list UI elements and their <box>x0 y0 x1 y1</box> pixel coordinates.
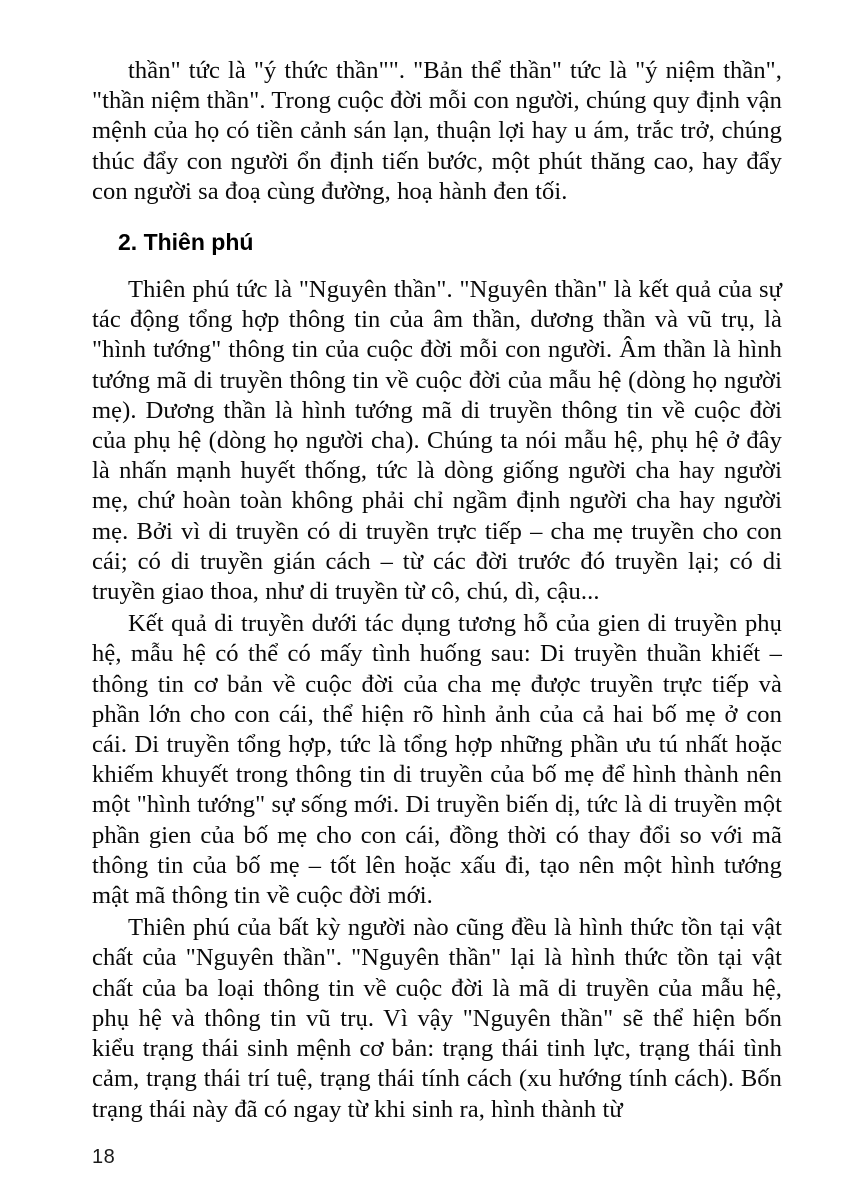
paragraph-continued: thần" tức là "ý thức thần"". "Bản thể thần" tức là "ý niệm thần", "thần niệm thần". Trong cuộc đời mỗi con người, chúng quy định vận mệnh của họ có tiền cảnh sán lạn, thuận lợi hay u ám, trắc trở, chúng thúc đẩy con người ổn định tiến bước, một phút thăng cao, hay đẩy con người sa đoạ cùng đường, hoạ hành đen tối. <box>92 57 782 205</box>
paragraph-ket-qua-di-truyen: Kết quả di truyền dưới tác dụng tương hỗ của gien di truyền phụ hệ, mẫu hệ có thể có mấy tình huống sau: Di truyền thuần khiết – thông tin cơ bản về cuộc đời của cha mẹ được truyền trực tiếp và phần lớn cho con cái, thể hiện rõ hình ảnh của cả hai bố mẹ ở con cái. Di truyền tổng hợp, tức là tổng hợp những phần ưu tú nhất hoặc khiếm khuyết trong thông tin di truyền của bố mẹ để hình thành nên một "hình tướng" sự sống mới. Di truyền biến dị, tức là di truyền một phần gien của bố mẹ cho con cái, đồng thời có thay đổi so với mã thông tin của bố mẹ – tốt lên hoặc xấu đi, tạo nên một hình tướng mật mã thông tin về cuộc đời mới. <box>92 610 782 910</box>
spacer-above-heading <box>92 207 782 227</box>
section-heading-thien-phu: 2. Thiên phú <box>118 229 254 256</box>
paragraph-thien-phu-vat-chat: Thiên phú của bất kỳ người nào cũng đều là hình thức tồn tại vật chất của "Nguyên thần". "Nguyên thần" lại là hình thức tồn tại vật chất của ba loại thông tin về cuộc đời là mã di truyền của mẫu hệ, phụ hệ và thông tin vũ trụ. Vì vậy "Nguyên thần" sẽ thể hiện bốn kiểu trạng thái sinh mệnh cơ bản: trạng thái tinh lực, trạng thái tình cảm, trạng thái trí tuệ, trạng thái tính cách (xu hướng tính cách). Bốn trạng thái này đã có ngay từ khi sinh ra, hình thành từ <box>92 914 782 1123</box>
paragraph-nguyen-than-definition: Thiên phú tức là "Nguyên thần". "Nguyên thần" là kết quả của sự tác động tổng hợp thông tin của âm thần, dương thần và vũ trụ, là "hình tướng" thông tin của cuộc đời mỗi con người. Âm thần là hình tướng mã di truyền thông tin về cuộc đời của mẫu hệ (dòng họ người mẹ). Dương thần là hình tướng mã di truyền thông tin về cuộc đời của phụ hệ (dòng họ người cha). Chúng ta nói mẫu hệ, phụ hệ ở đây là nhấn mạnh huyết thống, tức là dòng giống người cha hay người mẹ, chứ hoàn toàn không phải chỉ ngầm định người cha hay người mẹ. Bởi vì di truyền có di truyền trực tiếp – cha mẹ truyền cho con cái; có di truyền gián cách – từ các đời trước đó truyền lại; có di truyền giao thoa, như di truyền từ cô, chú, dì, cậu... <box>92 276 782 606</box>
page-number: 18 <box>92 1146 116 1168</box>
spacer-below-heading <box>92 257 782 275</box>
page-text-block <box>92 56 782 1125</box>
